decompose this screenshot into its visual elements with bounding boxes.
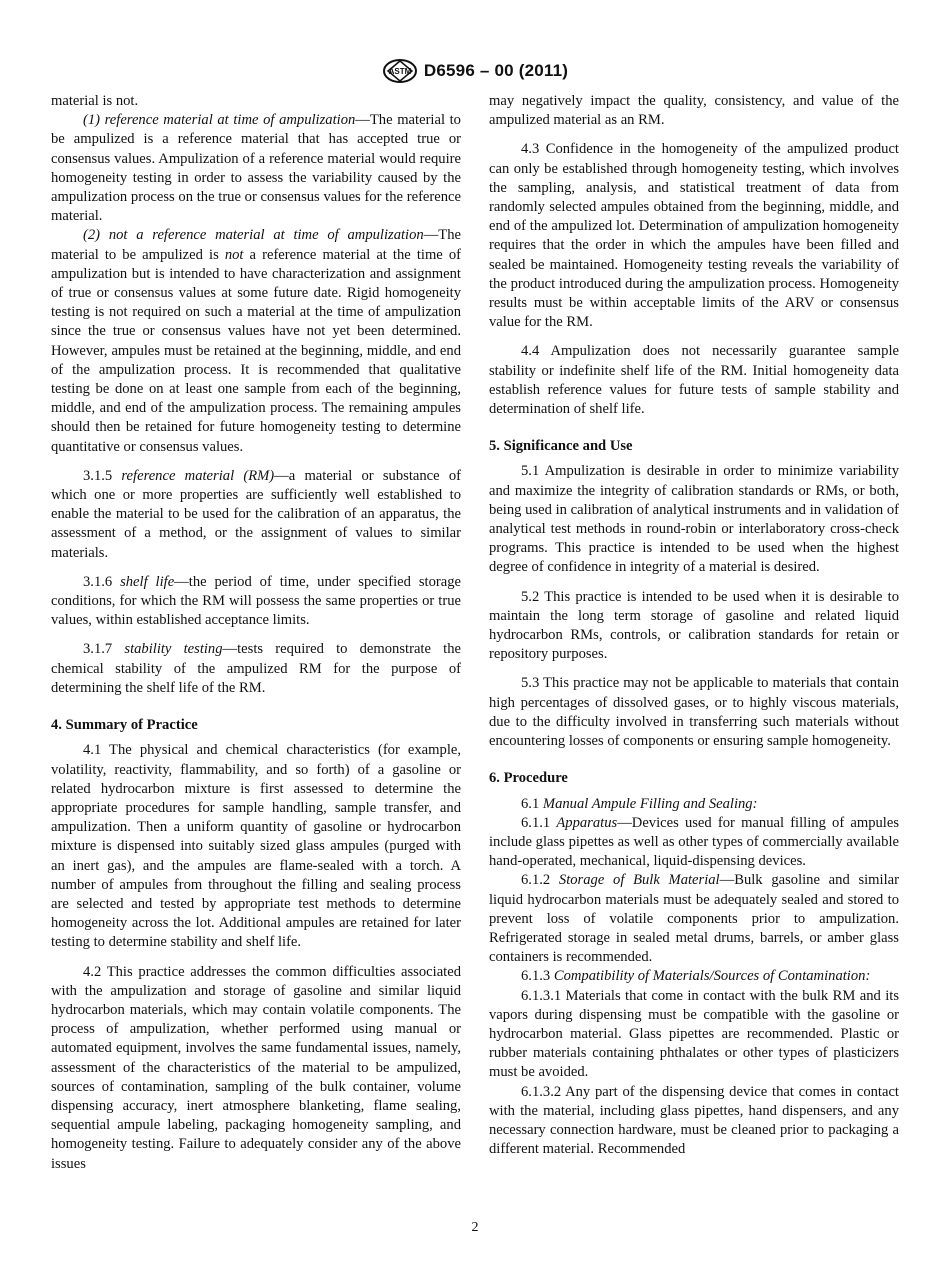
paragraph-6-1-3-2: 6.1.3.2 Any part of the dispensing device that comes in contact with the material, including glass pipettes, hand dispensers, and any necessary connection hardware, must be cleaned prior to packaging a different material. Recommended: [489, 1083, 899, 1158]
paragraph: (1) reference material at time of ampulization—The material to be ampulized is a reference material that has accepted true or consensus values. Ampulization of a reference material would require homogeneity testing in order to assess the variability caused by the ampulization process on the true or consensus values for the reference material.: [51, 112, 461, 225]
paragraph-4-2: 4.2 This practice addresses the common difficulties associated with the ampulization and storage of gasoline and similar liquid hydrocarbon materials, which may contain volatile components. The process of ampulization, whether performed using manual or automated equipment, involves the same fundamental issues, namely, assessment of the characteristics of the material to be ampulized, sources of contamination, sampling of the bulk container, volume dispensing accuracy, inert atmosphere blanketing, flame sealing, sequential ampule labeling, packaging homogeneity sampling, and homogeneity testing. Failure to adequately consider any of the above issues: [51, 963, 461, 1172]
page-number: 2: [471, 1220, 479, 1235]
defined-term: shelf life: [120, 573, 175, 590]
defined-term: reference material at time of ampulization: [104, 112, 356, 129]
paragraph-5-3: 5.3 This practice may not be applicable to materials that contain high percentages of dissolved gases, or to highly viscous materials, due to the difficulty involved in transferring such materials without encountering losses of components or ensuring sample homogeneity.: [489, 675, 899, 750]
paragraph-5-1: 5.1 Ampulization is desirable in order to minimize variability and maximize the integrity of calibration standards or RMs, or both, being used in calibration of analytical instruments and in validation of analytical test methods in round-robin or interlaboratory cross-check programs. This practice is intended to be used when the highest degree of confidence in integrity of a material is desired.: [489, 463, 899, 576]
left-column: [51, 92, 461, 1174]
defined-term: not a reference material at time of ampulization: [108, 227, 424, 244]
paragraph-6-1-2: 6.1.2 Storage of Bulk Material—Bulk gasoline and similar liquid hydrocarbon materials must be adequately sealed and stored to prevent loss of volatile components prior to ampulization. Refrigerated storage in sealed metal drums, barrels, or amber glass containers is recommended.: [489, 872, 899, 966]
item-number: (1): [83, 112, 101, 129]
paragraph-6-1-3-1: 6.1.3.1 Materials that come in contact with the bulk RM and its vapors during dispensing must be compatible with the gasoline or hydrocarbon material. Glass pipettes are recommended. Plastic or rubber materials containing phthalates or other types of plasticizers must be avoided.: [489, 987, 899, 1081]
definition-3-1-6: 3.1.6 shelf life—the period of time, under specified storage conditions, for which the RM will possess the same properties or true values, within established acceptance limits.: [51, 573, 461, 629]
defined-term: reference material (RM): [121, 467, 275, 484]
paragraph: (2) not a reference material at time of ampulization—The material to be ampulized is not a reference material at the time of ampulization but is intended to have characterization and assignment of true or consensus values at some future date. Rigid homogeneity testing is not required on such a material at the time of ampulization since the true or consensus values have not yet been determined. However, ampules must be retained at the beginning, middle, and end of the ampulization process. It is recommended that qualitative testing be done on at least one sample from each of the beginning, middle, and end of the ampulization process. The remaining ampules should then be retained for future homogeneity testing to determine quantitative or consensus values.: [51, 227, 461, 455]
paragraph-4-1: 4.1 The physical and chemical characteristics (for example, volatility, reactivity, flammability, and so forth) of a gasoline or related hydrocarbon mixture is first assessed to determine the appropriate procedures for sample handling, sample transfer, and ampulization. Then a uniform quantity of gasoline or hydrocarbon mixture is dispensed into suitably sized glass ampules (purged with an inert gas), and the ampules are flame-sealed with a torch. A number of ampules from throughout the filling and sealing process are selected and tested by appropriate test methods to determine homogeneity across the lot. Additional ampules are retained for later testing to determine stability and shelf life.: [51, 742, 461, 951]
paragraph-5-2: 5.2 This practice is intended to be used when it is desirable to maintain the long term storage of gasoline and related liquid hydrocarbon RMs, controls, or calibration standards for retain or repository purposes.: [489, 588, 899, 663]
section-heading: 4. Summary of Practice: [51, 717, 198, 734]
document-designation: D6596 – 00 (2011): [423, 61, 569, 80]
astm-logo-icon: [382, 58, 418, 84]
paragraph-6-1: 6.1 Manual Ampule Filling and Sealing:: [521, 795, 758, 812]
right-column: [489, 92, 899, 1159]
paragraph-6-1-1: 6.1.1 Apparatus—Devices used for manual filling of ampules include glass pipettes as well as other types of commercially available hand-operated, mechanical, liquid-dispensing devices.: [489, 814, 900, 870]
paragraph: may negatively impact the quality, consistency, and value of the ampulized material as an RM.: [489, 93, 899, 129]
definition-3-1-7: 3.1.7 stability testing—tests required to demonstrate the chemical stability of the ampulized RM for the purpose of determining the shelf life of the RM.: [51, 641, 461, 696]
defined-term: stability testing: [124, 641, 223, 658]
paragraph: material is not.: [51, 93, 139, 109]
paragraph-4-3: 4.3 Confidence in the homogeneity of the ampulized product can only be established through homogeneity testing, which involves the sampling, analysis, and statistical treatment of data from randomly selected ampules obtained from the beginning, middle, and end of the ampulized lot. Determination of ampulization homogeneity requires that the order in which the ampules have been filled and sealed be maintained. Homogeneity testing reveals the variability of the product introduced during the ampulization process. Homogeneity results must be within acceptable limits of the ARV or consensus value for the RM.: [489, 141, 899, 331]
paragraph-6-1-3: 6.1.3 Compatibility of Materials/Sources of Contamination:: [521, 968, 871, 985]
page-header: [0, 56, 950, 86]
svg-text:ASTM: ASTM: [388, 67, 412, 76]
item-number: (2): [83, 227, 101, 244]
section-heading: 6. Procedure: [489, 770, 568, 787]
definition-3-1-5: 3.1.5 reference material (RM)—a material or substance of which one or more properties are sufficiently well established to enable the material to be used for the calibration of an apparatus, the assessment of a method, or the assignment of values to similar materials.: [51, 467, 461, 561]
section-heading: 5. Significance and Use: [489, 438, 633, 455]
paragraph-4-4: 4.4 Ampulization does not necessarily guarantee sample stability or indefinite shelf life of the RM. Initial homogeneity data establish reference values for future tests of sample stability and determination of shelf life.: [489, 343, 899, 418]
